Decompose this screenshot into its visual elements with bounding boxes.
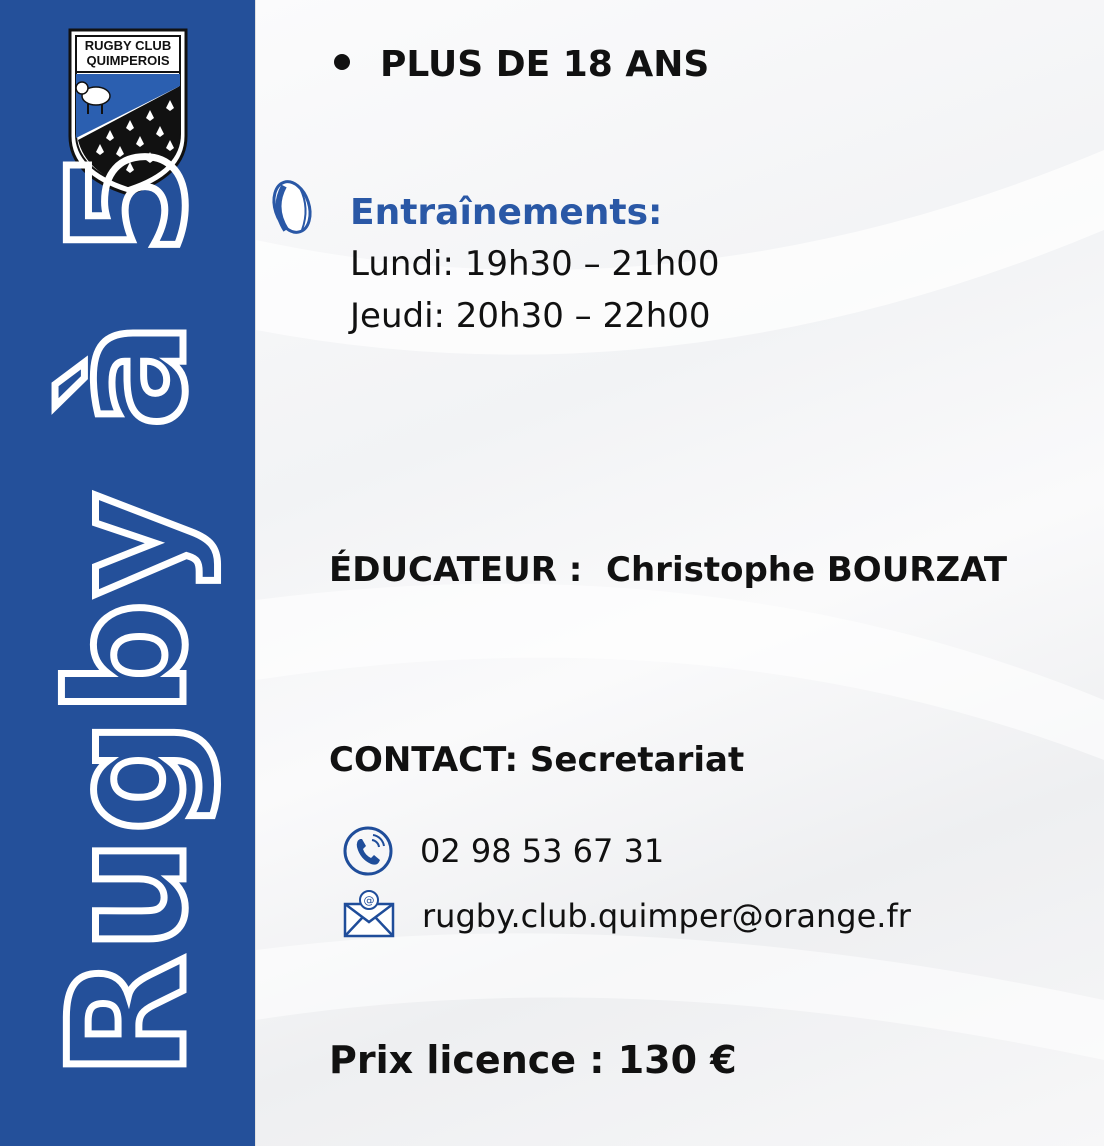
email-envelope-icon xyxy=(342,888,398,940)
license-price: Prix licence : 130 € xyxy=(329,1038,737,1082)
svg-text:QUIMPEROIS: QUIMPEROIS xyxy=(86,53,170,68)
main-panel xyxy=(256,0,1104,1146)
age-group xyxy=(334,44,709,85)
age-group-label: PLUS DE 18 ANS xyxy=(380,44,710,85)
educator-line xyxy=(329,550,1007,590)
training-thursday: Jeudi: 20h30 – 22h00 xyxy=(350,296,711,336)
vertical-title: Rugby à 5 xyxy=(34,141,221,1079)
svg-text:@: @ xyxy=(363,894,375,907)
sidebar-banner xyxy=(0,0,256,1146)
educator-label: ÉDUCATEUR : xyxy=(329,550,583,590)
bullet-icon xyxy=(334,54,350,70)
email-link[interactable]: rugby.club.quimper@orange.fr xyxy=(422,897,911,935)
phone-icon xyxy=(342,825,394,877)
trainings-title: Entraînements: xyxy=(350,192,663,233)
rugby-ball-icon xyxy=(270,178,320,236)
educator-name: Christophe BOURZAT xyxy=(606,550,1008,590)
svg-text:RUGBY CLUB: RUGBY CLUB xyxy=(84,38,172,53)
phone-number[interactable]: 02 98 53 67 31 xyxy=(420,832,665,870)
training-monday: Lundi: 19h30 – 21h00 xyxy=(350,244,720,284)
contact-heading: CONTACT: Secretariat xyxy=(329,740,745,780)
